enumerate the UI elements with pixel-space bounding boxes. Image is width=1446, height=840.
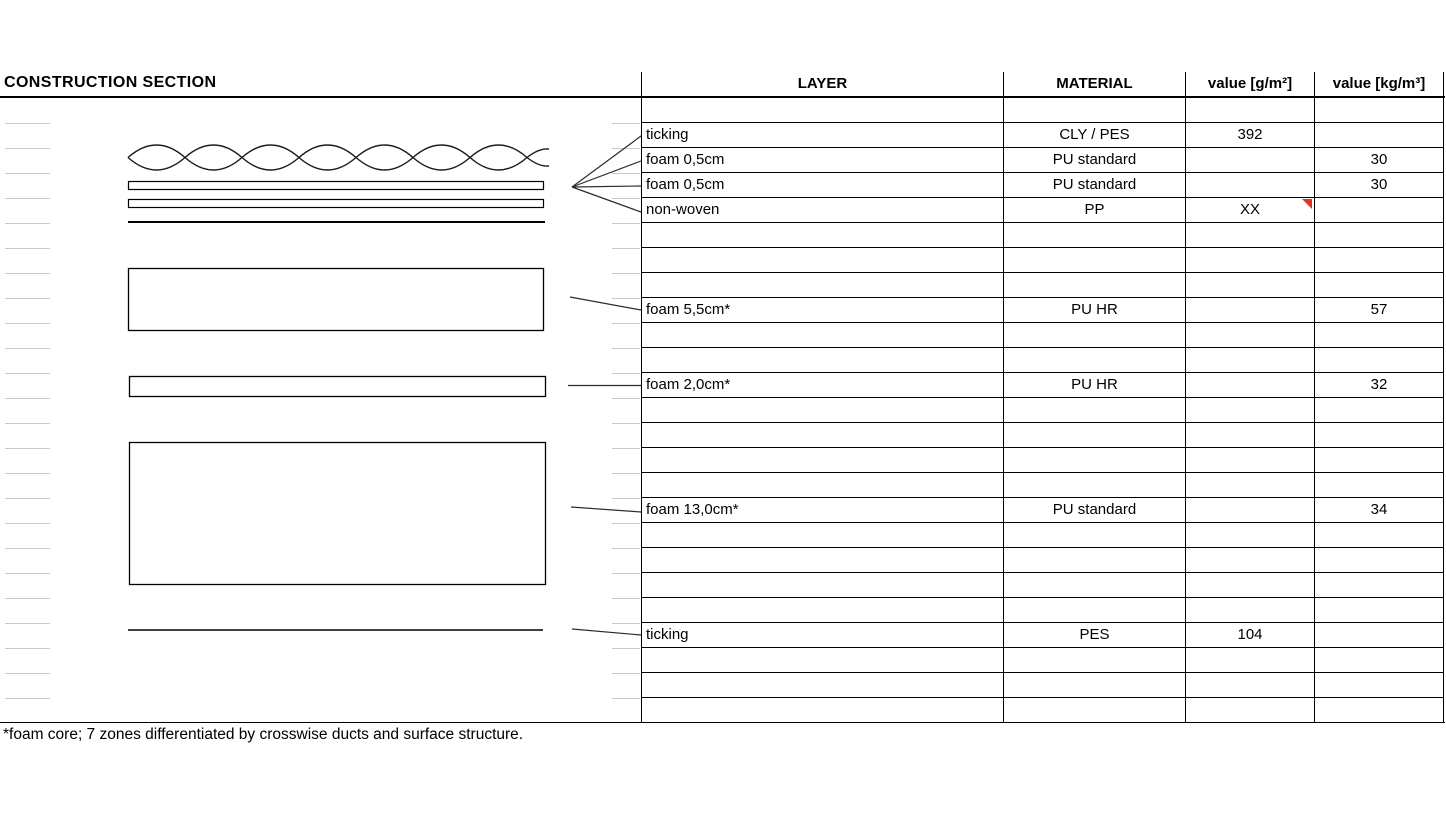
table-row	[642, 123, 1444, 148]
table-row	[642, 273, 1444, 298]
table-row	[642, 223, 1444, 248]
layer-cell	[642, 548, 1004, 572]
value-gm2-cell	[1186, 573, 1315, 597]
value-gm2-cell	[1186, 648, 1315, 672]
value-gm2-cell	[1186, 373, 1315, 397]
leader-non-woven	[572, 187, 641, 212]
material-cell: PU HR	[1004, 373, 1186, 397]
layer-cell	[642, 98, 1004, 122]
value-kgm3-cell	[1315, 698, 1444, 722]
layer-cell	[642, 248, 1004, 272]
material-cell	[1004, 573, 1186, 597]
leader-foam-130	[571, 507, 641, 512]
value-kgm3-cell	[1315, 573, 1444, 597]
material-cell	[1004, 423, 1186, 447]
value-gm2-cell	[1186, 698, 1315, 722]
layer-cell	[642, 423, 1004, 447]
material-cell: PES	[1004, 623, 1186, 647]
value-gm2-cell	[1186, 498, 1315, 522]
material-cell	[1004, 523, 1186, 547]
layer-cell	[642, 448, 1004, 472]
value-gm2-cell: 104	[1186, 623, 1315, 647]
value-kgm3-cell	[1315, 648, 1444, 672]
table-row	[642, 323, 1444, 348]
material-cell	[1004, 698, 1186, 722]
value-kgm3-cell	[1315, 398, 1444, 422]
footnote: *foam core; 7 zones differentiated by crosswise ducts and surface structure.	[3, 726, 524, 743]
value-gm2-cell	[1186, 348, 1315, 372]
material-cell: PU standard	[1004, 498, 1186, 522]
comment-indicator-icon	[1302, 199, 1312, 209]
value-gm2-cell	[1186, 273, 1315, 297]
table-row	[642, 623, 1444, 648]
layer-cell: ticking	[642, 123, 1004, 147]
value-gm2-cell: XX	[1186, 198, 1315, 222]
column-header-value-kgm3: value [kg/m³]	[1315, 72, 1444, 96]
table-row	[642, 648, 1444, 673]
material-cell	[1004, 598, 1186, 622]
value-gm2-cell	[1186, 673, 1315, 697]
value-kgm3-cell	[1315, 473, 1444, 497]
foam-block-13-0cm-shape	[130, 443, 546, 585]
value-kgm3-cell: 30	[1315, 173, 1444, 197]
layer-cell: ticking	[642, 623, 1004, 647]
value-gm2-cell	[1186, 248, 1315, 272]
value-gm2-cell	[1186, 398, 1315, 422]
value-gm2-cell	[1186, 173, 1315, 197]
value-kgm3-cell: 32	[1315, 373, 1444, 397]
material-cell	[1004, 398, 1186, 422]
value-kgm3-cell: 34	[1315, 498, 1444, 522]
column-header-value-gm2: value [g/m²]	[1186, 72, 1315, 96]
foam-block-5-5cm-shape	[129, 269, 544, 331]
material-cell	[1004, 248, 1186, 272]
layer-cell	[642, 698, 1004, 722]
layer-cell: foam 2,0cm*	[642, 373, 1004, 397]
value-kgm3-cell	[1315, 198, 1444, 222]
layer-cell	[642, 473, 1004, 497]
layer-cell	[642, 348, 1004, 372]
value-gm2-cell	[1186, 598, 1315, 622]
table-row	[642, 98, 1444, 123]
material-cell	[1004, 548, 1186, 572]
layer-cell	[642, 398, 1004, 422]
layer-cell: foam 13,0cm*	[642, 498, 1004, 522]
value-kgm3-cell	[1315, 548, 1444, 572]
value-kgm3-cell	[1315, 273, 1444, 297]
foam-sheet-0-5cm-upper-shape	[129, 182, 544, 190]
material-cell: PU standard	[1004, 148, 1186, 172]
layer-cell	[642, 323, 1004, 347]
table-row	[642, 173, 1444, 198]
table-row	[642, 698, 1444, 723]
leader-foam-55	[570, 297, 641, 310]
value-kgm3-cell	[1315, 523, 1444, 547]
leader-ticking-top	[572, 136, 641, 187]
layer-cell: foam 0,5cm	[642, 173, 1004, 197]
value-gm2-cell	[1186, 448, 1315, 472]
value-gm2-cell	[1186, 298, 1315, 322]
foam-sheet-2-0cm-shape	[130, 377, 546, 397]
table-row	[642, 298, 1444, 323]
table-row	[642, 598, 1444, 623]
column-header-layer: LAYER	[642, 72, 1004, 96]
value-gm2-cell: 392	[1186, 123, 1315, 147]
material-cell	[1004, 348, 1186, 372]
foam-sheet-0-5cm-lower-shape	[129, 200, 544, 208]
value-gm2-cell	[1186, 423, 1315, 447]
value-gm2-cell	[1186, 473, 1315, 497]
table-header-row	[641, 72, 1444, 96]
value-kgm3-cell	[1315, 223, 1444, 247]
value-kgm3-cell	[1315, 248, 1444, 272]
value-gm2-cell	[1186, 323, 1315, 347]
layer-cell: non-woven	[642, 198, 1004, 222]
table-row	[642, 198, 1444, 223]
material-cell: PU HR	[1004, 298, 1186, 322]
table-row	[642, 348, 1444, 373]
table-row	[642, 423, 1444, 448]
leader-lines	[568, 136, 641, 635]
table-row	[642, 148, 1444, 173]
value-gm2-cell	[1186, 148, 1315, 172]
page-title: CONSTRUCTION SECTION	[4, 74, 217, 91]
material-cell	[1004, 648, 1186, 672]
value-kgm3-cell	[1315, 323, 1444, 347]
value-kgm3-cell	[1315, 448, 1444, 472]
material-cell: PU standard	[1004, 173, 1186, 197]
value-kgm3-cell	[1315, 623, 1444, 647]
table-row	[642, 373, 1444, 398]
value-kgm3-cell	[1315, 598, 1444, 622]
material-cell	[1004, 473, 1186, 497]
value-kgm3-cell	[1315, 98, 1444, 122]
value-gm2-cell	[1186, 98, 1315, 122]
value-kgm3-cell	[1315, 348, 1444, 372]
value-kgm3-cell: 57	[1315, 298, 1444, 322]
layer-cell	[642, 523, 1004, 547]
leader-foam-05-lower	[572, 186, 641, 187]
table-row	[642, 573, 1444, 598]
table-row	[642, 498, 1444, 523]
layer-cell	[642, 573, 1004, 597]
layer-table	[641, 98, 1444, 723]
material-cell	[1004, 273, 1186, 297]
layer-cell	[642, 273, 1004, 297]
table-row	[642, 673, 1444, 698]
table-row	[642, 523, 1444, 548]
table-row	[642, 473, 1444, 498]
table-row	[642, 448, 1444, 473]
material-cell	[1004, 448, 1186, 472]
material-cell	[1004, 223, 1186, 247]
layer-cell	[642, 223, 1004, 247]
construction-diagram	[0, 0, 660, 840]
value-kgm3-cell	[1315, 123, 1444, 147]
layer-cell	[642, 673, 1004, 697]
layer-cell	[642, 598, 1004, 622]
material-cell	[1004, 98, 1186, 122]
table-row	[642, 548, 1444, 573]
column-header-material: MATERIAL	[1004, 72, 1186, 96]
quilted-ticking-shape	[128, 145, 549, 170]
layer-cell: foam 0,5cm	[642, 148, 1004, 172]
material-cell	[1004, 673, 1186, 697]
value-kgm3-cell	[1315, 423, 1444, 447]
layer-cell: foam 5,5cm*	[642, 298, 1004, 322]
material-cell: CLY / PES	[1004, 123, 1186, 147]
value-gm2-cell	[1186, 223, 1315, 247]
value-kgm3-cell: 30	[1315, 148, 1444, 172]
material-cell	[1004, 323, 1186, 347]
value-kgm3-cell	[1315, 673, 1444, 697]
material-cell: PP	[1004, 198, 1186, 222]
leader-foam-05-upper	[572, 161, 641, 187]
value-gm2-cell	[1186, 523, 1315, 547]
table-row	[642, 398, 1444, 423]
leader-ticking-bottom	[572, 629, 641, 635]
table-row	[642, 248, 1444, 273]
value-gm2-cell	[1186, 548, 1315, 572]
layer-cell	[642, 648, 1004, 672]
